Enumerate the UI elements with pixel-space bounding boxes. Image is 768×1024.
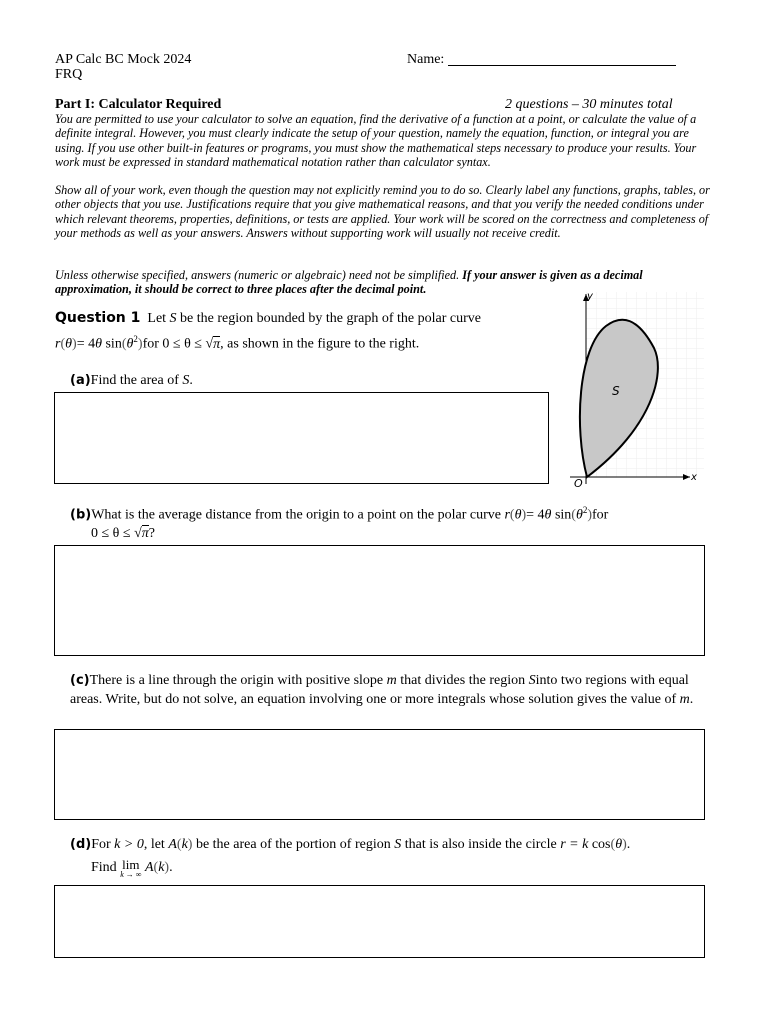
part-d-text-1: For [91,837,115,852]
part-a-end: . [189,373,193,388]
part-c-prompt [70,671,710,709]
origin-label: O [574,477,583,490]
part-title: Part I: Calculator Required [55,97,222,112]
intro-text-a: Let [147,311,170,326]
eq-for: for [142,336,159,352]
x-label: x [691,472,697,483]
name-label: Name: [407,52,445,67]
part-c-text-3: into two regions with equal areas. Write, but do not solve, an equation involving one or more integrals whose solution gives the value of [70,673,689,707]
part-d-text-4: that is also inside the circle [401,837,561,852]
eq-theta: θ [65,336,73,352]
part-b-text: What is the average distance from the origin to a point on the polar curve [91,507,505,523]
instructions-paragraph-1: You are permitted to use your calculator to solve an equation, find the derivative of a function at a point, or calculate the value of a definite integral. However, you must clearly indicate the setup of your question, namely the equation, function, or integral you are using. If you use other built-in features or programs, you must show the mathematical steps necessary to produce your results. Your work must be expressed in standard mathematical notation rather than calculator syntax. [55,112,697,170]
region-label: S [612,384,620,398]
answer-box-b[interactable] [54,545,705,656]
polar-curve-equation: r(θ)= 4θ $\sin(\theta^2)for$ 0 ≤ θ ≤ √π, as shown in the figure to the right. [55,334,420,352]
part-a-text: Find the area of [90,373,183,388]
part-b-range: 0 ≤ θ ≤ √π? [91,526,155,541]
y-label: y [587,291,593,302]
part-a-prompt [70,371,193,390]
part-d-find-line: Find lim k → ∞ A(k). [91,857,173,879]
part-d-circle-cos: cos [591,837,611,852]
part-d-var-k: k [181,837,188,852]
answer-box-c[interactable] [54,729,705,820]
polar-region-figure [566,288,706,492]
part-d-text-3: be the area of the portion of region [192,837,395,852]
part-d-find: Find [91,860,121,875]
question-intro [55,309,535,328]
part-timing: 2 questions – 30 minutes total [505,97,673,112]
part-c-text-1: There is a line through the origin with positive slope [89,673,387,688]
part-d-circle-end: . [626,837,631,852]
part-a-var: S [182,373,190,388]
part-c-end: . [689,692,694,707]
part-d-circle-lhs: r = k [560,837,589,852]
note-plain: Unless otherwise specified, answers (numeric or algebraic) need not be simplified. [55,268,463,282]
part-b-label: (b) [70,507,92,523]
part-d-prompt: (d)For k > 0, let A(k) be the area of the portion of region S that is also inside the circle r = k cos(θ). [70,837,631,852]
answer-box-d[interactable] [54,885,705,958]
name-line[interactable] [448,65,676,66]
eq-pi: π [213,336,221,352]
limit-subscript: k → ∞ [120,870,142,879]
part-c-var-m-2: m [679,692,690,707]
part-d-text-2: , let [143,837,169,852]
eq-coef: = 4 [76,336,96,352]
part-c-label: (c) [70,673,90,688]
part-d-var-s: S [394,837,402,852]
eq-range: 0 ≤ θ ≤ [162,336,206,352]
intro-text-b: be the region bounded by the graph of the polar curve [176,311,481,326]
part-c-var-m: m [386,673,397,688]
part-a-label: (a) [70,373,91,388]
part-c-text-2: that divides the region [396,673,529,688]
note-bold: If your answer is given as a decimal approximation, it should be correct to three places after the decimal point. [55,268,643,297]
intro-var-s: S [169,311,177,326]
part-b-for: for [592,507,609,523]
section-label: FRQ [55,67,83,82]
eq-sin: sin [105,336,122,352]
answer-box-a[interactable] [54,392,549,484]
question-label: Question 1 [55,310,141,326]
part-d-end: . [169,860,173,875]
part-c-var-s: S [528,673,536,688]
part-d-var-a: A [168,837,177,852]
part-d-label: (d) [70,837,92,852]
part-b-range-text: 0 ≤ θ ≤ [91,526,135,541]
course-title: AP Calc BC Mock 2024 [55,52,192,67]
part-b-prompt: (b)What is the average distance from the origin to a point on the polar curve r(θ)= 4θ $\sin(\theta^2)for$ [70,505,609,523]
instructions-paragraph-2: Show all of your work, even though the question may not explicitly remind you to do so. Clearly label any functions, graphs, tables, or other objects that you use. Justifications require that you give mathematical reasons, and that you verify the needed conditions under which relevant theorems, properties, definitions, or tests are applied. Your work will be scored on the correctness and completeness of your methods as well as your answers. Answers without supporting work will usually not receive credit. [55,183,710,241]
intro-end: , as shown in the figure to the right [220,336,416,352]
part-b-question-mark: ? [148,526,155,541]
eq-r: r [55,336,61,352]
limit-expression [120,857,142,880]
part-d-condition: k > 0 [114,837,144,852]
intro-period: . [415,336,420,352]
limit-word: lim [122,857,140,872]
